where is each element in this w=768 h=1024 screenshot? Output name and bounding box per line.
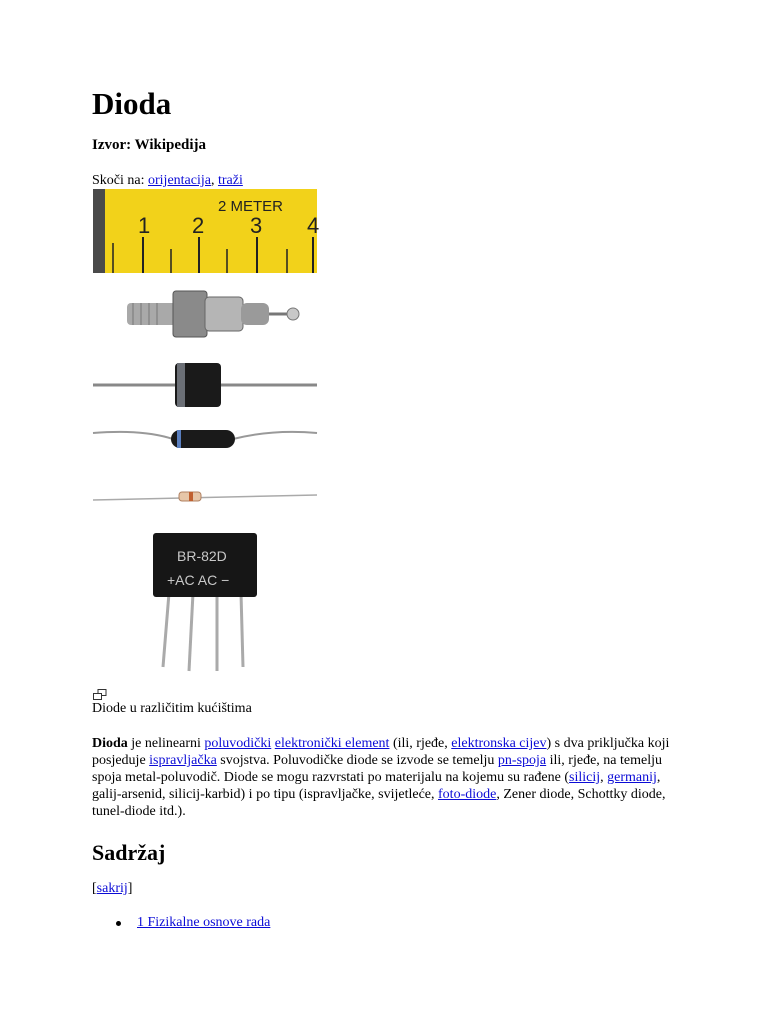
rectifier-pin xyxy=(241,593,243,667)
stud-terminal xyxy=(287,308,299,320)
paragraph-text: , xyxy=(600,770,608,785)
stud-thread xyxy=(127,303,179,325)
toc-bracket: [ xyxy=(92,881,97,896)
ruler xyxy=(93,189,319,273)
jump-link-search[interactable]: traži xyxy=(217,173,243,188)
stud-hex-nut xyxy=(173,291,207,337)
link-germanij[interactable]: germanij xyxy=(607,770,657,785)
toc-list xyxy=(92,914,270,932)
toc-toggle xyxy=(92,880,132,898)
image-caption: Diode u različitim kućištima xyxy=(92,701,252,716)
paragraph-text: svojstva. Poluvodičke diode se izvode se temelju xyxy=(216,753,498,768)
cathode-band xyxy=(177,363,185,407)
chip-label: +AC AC − xyxy=(167,572,230,588)
paragraph-text: je nelinearni xyxy=(127,736,205,751)
jump-prefix: Skoči na: xyxy=(92,173,145,188)
source-line: Izvor: Wikipedija xyxy=(92,137,207,153)
toc-title: Sadržaj xyxy=(92,840,166,865)
jump-separator: , xyxy=(210,173,215,188)
paragraph-text: , galij-arsenid, silicij-karbid) i po tipu (ispravljačke, svijetleće, xyxy=(92,770,661,802)
ruler-body xyxy=(93,189,320,273)
paragraph-text: ) s dva priključka koji posjeduje xyxy=(92,736,670,768)
intro-paragraph xyxy=(92,735,672,820)
term-bold: Dioda xyxy=(92,736,128,751)
paragraph-body xyxy=(92,735,672,820)
link-pn-spoja[interactable]: pn-spoja xyxy=(497,753,547,768)
toc-bracket: ] xyxy=(127,881,133,896)
enlarge-icon[interactable] xyxy=(93,689,107,700)
paragraph-text: , Zener diode, Schottky diode, tunel-diode itd.). xyxy=(92,787,666,819)
link-elektronska-cijev[interactable]: elektronska cijev xyxy=(451,736,547,751)
chip-label: BR-82D xyxy=(177,548,227,564)
jump-to-line xyxy=(92,172,243,190)
link-silicij[interactable]: silicij xyxy=(569,770,601,785)
stud-body xyxy=(205,297,243,331)
paragraph-text: ili, rjeđe, na temelju spoja metal-poluvodič. Diode se mogu razvrstati po materijalu na kojemu su rađene ( xyxy=(92,753,662,785)
link-foto-diode[interactable]: foto-diode xyxy=(438,787,497,802)
cathode-band xyxy=(177,430,181,448)
link-elektronicki-element[interactable]: elektronički element xyxy=(274,736,390,751)
toc-hide-link[interactable]: sakrij xyxy=(96,881,128,896)
toc-item xyxy=(92,914,270,932)
ruler-number: 2 xyxy=(192,213,205,238)
diode-packages-image[interactable] xyxy=(93,189,320,685)
toc-item-link[interactable]: 1 Fizikalne osnove rada xyxy=(137,915,271,930)
ruler-end-cap xyxy=(93,189,105,273)
page-title: Dioda xyxy=(92,86,172,121)
jump-link-navigation[interactable]: orijentacija xyxy=(148,173,211,188)
cathode-band xyxy=(189,492,193,501)
ruler-number: 4 xyxy=(307,213,320,238)
ruler-number: 3 xyxy=(250,213,263,238)
link-ispravljacka[interactable]: ispravljačka xyxy=(149,753,217,768)
stud-neck xyxy=(241,303,269,325)
ruler-label: 2 METER xyxy=(218,198,284,215)
link-poluvodicki[interactable]: poluvodički xyxy=(204,736,272,751)
paragraph-text: (ili, rjeđe, xyxy=(389,736,452,751)
ruler-number: 1 xyxy=(138,213,151,238)
